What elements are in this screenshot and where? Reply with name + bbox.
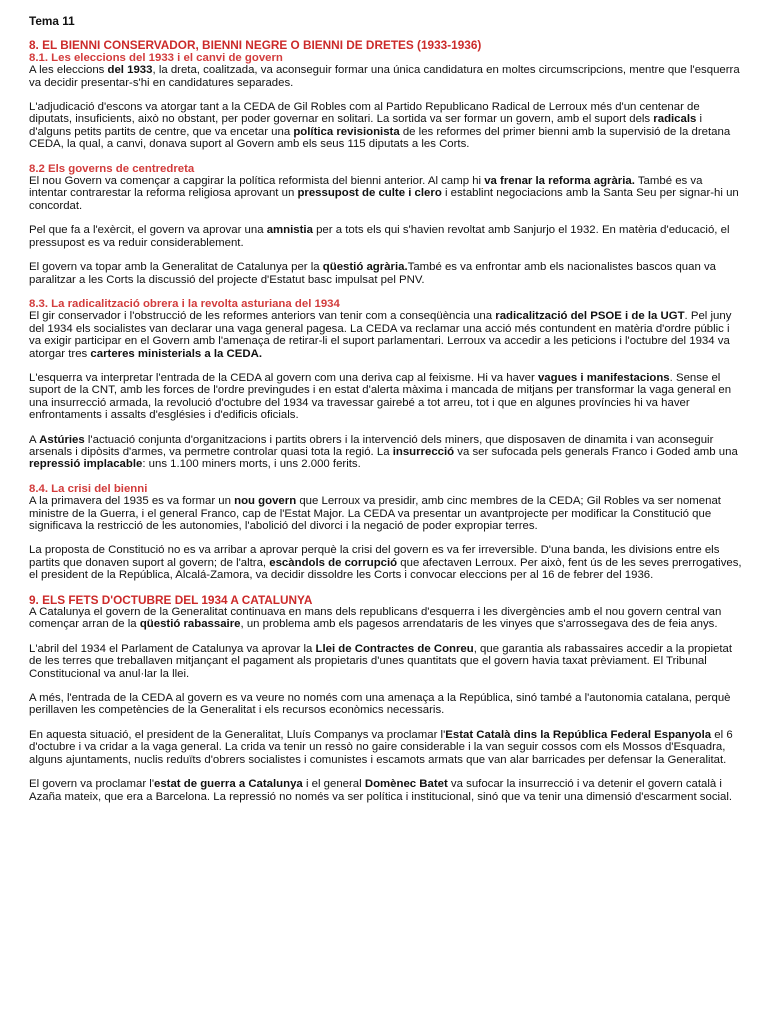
paragraph bbox=[29, 224, 742, 249]
bold-text: qüestió rabassaire bbox=[139, 618, 241, 631]
text-run: A les eleccions bbox=[29, 64, 108, 77]
text-run: L'adjudicació d'escons va atorgar tant a la CEDA de Gil Robles com al Partido Republicano Radical de Lerroux més d'un centenar de diputats, insuficients, això no obstant, per poder governar en solitari. La sortida va ser formar un govern, amb el suport dels bbox=[29, 101, 700, 126]
text-run: , un problema amb els pagesos arrendataris de les vinyes que s'arrossegava des de feia anys. bbox=[240, 618, 718, 631]
bold-text: pressupost de culte i clero bbox=[297, 187, 442, 200]
bold-text: Llei de Contractes de Conreu bbox=[315, 642, 474, 655]
text-run: va sufocar la insurrecció i va detenir el govern català i Azaña mateix, que era a Barcelona. La repressió no només va ser política i institucional, sinó que va tenir una dimensió d'escarment social. bbox=[29, 778, 733, 803]
bold-text: carteres ministerials a la CEDA. bbox=[90, 347, 262, 360]
text-run: L'abril del 1934 el Parlament de Catalunya va aprovar la bbox=[29, 642, 316, 655]
paragraph bbox=[29, 261, 742, 286]
text-run: A més, l'entrada de la CEDA al govern es va veure no només com una amenaça a la República, sinó també a l'autonomia catalana, perquè perillaven les competències de la Generalitat i els recursos econòmics necessaris. bbox=[29, 692, 731, 717]
text-run: . Pel juny del 1934 els socialistes van declarar una vaga general pagesa. La CEDA va reclamar una acció més contundent en matèria d'ordre públic i va exigir participar en el Govern amb l'amenaça de retirar-li el suport parlamentari. Lerroux va accedir a les peticions i l'octubre del 1934 va atorgar tres bbox=[29, 310, 732, 360]
text-run: . Sense el suport de la CNT, amb les forces de l'ordre previngudes i en estat d'alerta màxima i mancada de mitjans per transformar la vaga general en una insurrecció armada, la revolució d'octubre del 1934 va travessar gairebé a tot arreu, tot i que en algunes províncies hi va haver enfrontaments i assalts d'esglésies i d'edificis oficials. bbox=[29, 371, 732, 422]
bold-text: va frenar la reforma agrària. bbox=[484, 175, 635, 188]
bold-text: Estat Català dins la República Federal Espanyola bbox=[445, 728, 712, 741]
text-run: El govern va topar amb la Generalitat de Catalunya per la bbox=[29, 261, 323, 274]
paragraph bbox=[29, 175, 742, 212]
page-title: Tema 11 bbox=[29, 14, 75, 28]
paragraph bbox=[29, 495, 742, 532]
bold-text: estat de guerra a Catalunya bbox=[154, 778, 303, 791]
bold-text: escàndols de corrupció bbox=[269, 556, 398, 569]
text-run: que afectaven Lerroux. Per això, fent ús de les seves prerrogatives, el president de la República, Alcalá-Zamora, va decidir dissoldre les Corts i convocar eleccions per al 16 de febrer del 1936. bbox=[29, 556, 742, 582]
paragraph bbox=[29, 310, 742, 360]
document-page bbox=[29, 15, 742, 815]
paragraph bbox=[29, 606, 742, 631]
bold-text: insurrecció bbox=[392, 445, 455, 458]
section-heading: 8. EL BIENNI CONSERVADOR, BIENNI NEGRE O BIENNI DE DRETES (1933-1936) bbox=[29, 38, 482, 53]
paragraph bbox=[29, 692, 742, 717]
text-run: El govern va proclamar l' bbox=[29, 778, 154, 791]
text-run: L'esquerra va interpretar l'entrada de la CEDA al govern com una deriva cap al feixisme. Hi va haver bbox=[29, 371, 538, 384]
paragraph bbox=[29, 101, 742, 151]
text-run: En aquesta situació, el president de la Generalitat, Lluís Companys va proclamar l' bbox=[29, 728, 446, 741]
bold-text: Astúries bbox=[39, 433, 85, 446]
paragraph bbox=[29, 434, 742, 471]
bold-text: qüestió agrària. bbox=[322, 261, 408, 274]
subheading: 8.4. La crisi del bienni bbox=[29, 482, 148, 495]
section-heading: 9. ELS FETS D'OCTUBRE DEL 1934 A CATALUNYA bbox=[29, 592, 313, 607]
text-run: , que garantia als rabassaires accedir a la propietat de les terres que treballaven mitjançant el pagament als propietaris d'unes quantitats que el govern havia taxat prèviament. El Tribunal Constitucional va anul·lar la llei. bbox=[29, 642, 733, 680]
subheading: 8.2 Els governs de centredreta bbox=[29, 162, 195, 175]
bold-text: nou govern bbox=[234, 495, 297, 508]
text-run: va ser sufocada pels generals Franco i Goded amb una bbox=[454, 445, 738, 458]
document-body bbox=[29, 39, 742, 803]
text-run: : uns 1.100 miners morts, i uns 2.000 ferits. bbox=[142, 458, 361, 471]
text-run: També es va intentar contrarestar la reforma religiosa aprovant un bbox=[29, 175, 703, 200]
paragraph bbox=[29, 729, 742, 766]
bold-text: radicals bbox=[653, 113, 697, 126]
bold-text: amnistia bbox=[266, 224, 313, 237]
text-run: , la dreta, coalitzada, va aconseguir formar una única candidatura en moltes circumscripcions, mentre que l'esquerra va decidir presentar-s'hi en candidatures separades. bbox=[29, 64, 740, 89]
text-run: A la primavera del 1935 es va formar un bbox=[29, 495, 235, 508]
bold-text: política revisionista bbox=[293, 125, 400, 138]
subheading: 8.3. La radicalització obrera i la revolta asturiana del 1934 bbox=[29, 297, 340, 310]
text-run: També es va enfrontar amb els nacionalistes bascos quan va paralitzar a les Corts la discussió del projecte d'Estatut basc impulsat pel PNV. bbox=[29, 261, 716, 286]
text-run: i d'alguns petits partits de centre, que va encetar una bbox=[29, 113, 703, 138]
paragraph bbox=[29, 544, 742, 581]
subheading: 8.1. Les eleccions del 1933 i el canvi de govern bbox=[29, 51, 283, 64]
paragraph bbox=[29, 64, 742, 89]
text-run: Pel que fa a l'exèrcit, el govern va aprovar una bbox=[29, 224, 267, 237]
text-run: el 6 d'octubre i va cridar a la vaga general. La crida va tenir un ressò no gaire considerable i la van seguir cossos com els Mossos d'Esquadra, alguns ajuntaments, nuclis reduïts d'obrers socialistes i comunistes i escamots armats que van alar barricades per defensar la Generalitat. bbox=[29, 728, 733, 766]
text-run: El gir conservador i l'obstrucció de les reformes anteriors van tenir com a conseqüència una bbox=[29, 310, 496, 323]
text-run: i establint negociacions amb la Santa Seu per signar-hi un concordat. bbox=[29, 187, 739, 212]
text-run: El nou Govern va començar a capgirar la política reformista del bienni anterior. Al camp hi bbox=[29, 175, 485, 188]
bold-text: Domènec Batet bbox=[364, 778, 448, 791]
paragraph bbox=[29, 778, 742, 803]
text-run: A bbox=[29, 433, 40, 446]
text-run: que Lerroux va presidir, amb cinc membres de la CEDA; Gil Robles va ser nomenat ministre de la Guerra, i el general Franco, cap de l'Estat Major. La CEDA va presentar un avantprojecte per modificar la Constitució que significava la restricció de les autonomies, l'abolició del divorci i la negació de poder expropiar terres. bbox=[29, 495, 721, 532]
text-run: per a tots els qui s'havien revoltat amb Sanjurjo el 1932. En matèria d'educació, el pressupost es va reduir considerablement. bbox=[29, 224, 730, 249]
bold-text: repressió implacable bbox=[29, 458, 143, 471]
text-run: i el general bbox=[302, 778, 365, 791]
paragraph bbox=[29, 372, 742, 422]
text-run: A Catalunya el govern de la Generalitat continuava en mans dels republicans d'esquerra i les divergències amb el nou govern central van començar arran de la bbox=[29, 606, 722, 631]
bold-text: radicalització del PSOE i de la UGT bbox=[495, 310, 685, 323]
bold-text: del 1933 bbox=[107, 64, 153, 77]
paragraph bbox=[29, 643, 742, 680]
text-run: La proposta de Constitució no es va arribar a aprovar perquè la crisi del govern es va fer irreversible. D'una banda, les divisions entre els partits que donaven suport al govern; de l'altra, bbox=[29, 544, 720, 569]
text-run: de les reformes del primer bienni amb la supervisió de la dretana CEDA, la qual, a canvi, donava suport al Govern amb els seus 115 diputats a les Corts. bbox=[29, 125, 731, 151]
text-run: l'actuació conjunta d'organitzacions i partits obrers i la intervenció dels miners, que disposaven de dinamita i van aconseguir arsenals i dipòsits d'armes, va permetre controlar quasi tota la regió. La bbox=[29, 433, 714, 458]
bold-text: vagues i manifestacions bbox=[537, 371, 670, 384]
